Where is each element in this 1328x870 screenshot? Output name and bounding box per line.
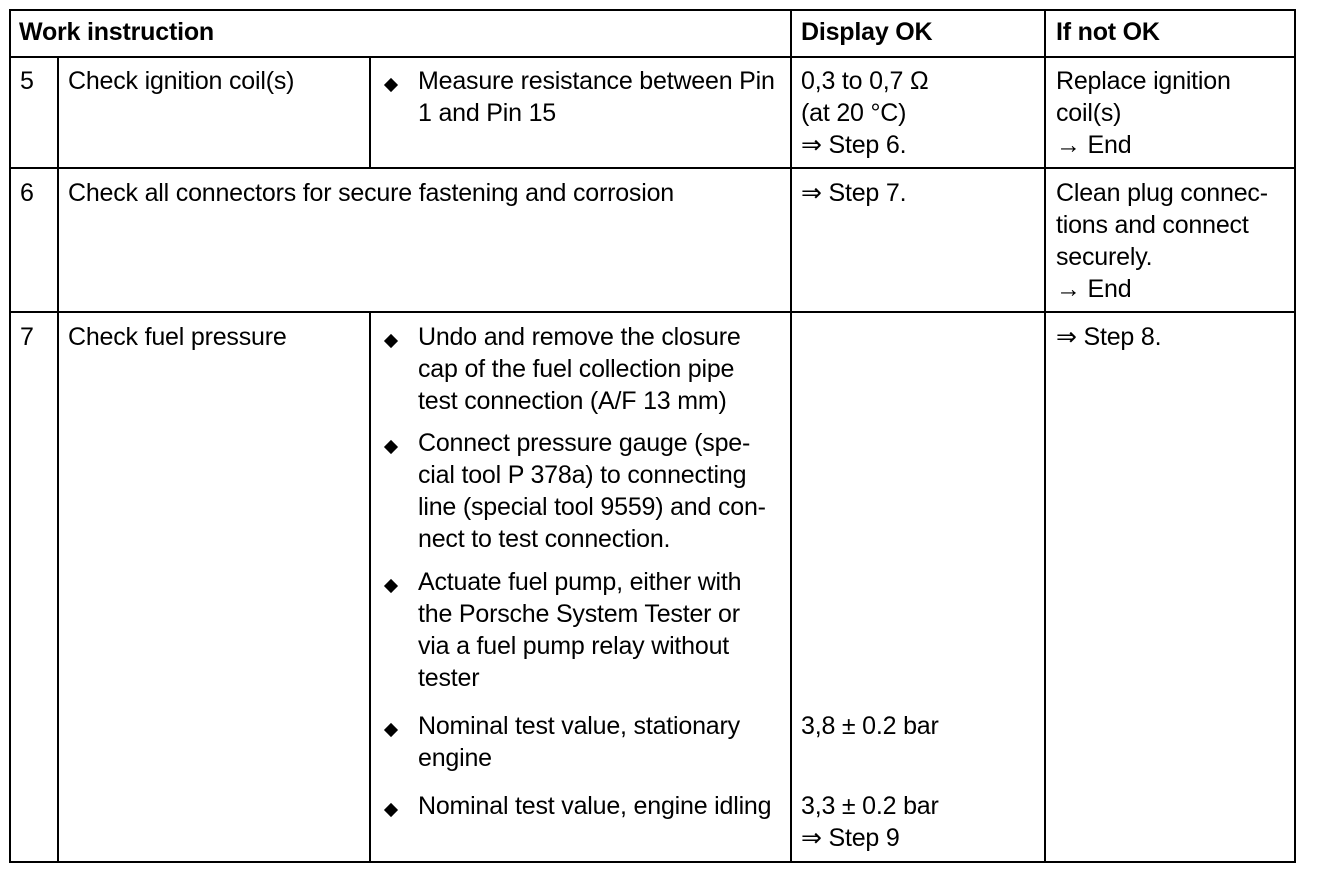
column-divider-step [57,56,59,863]
table-border-bottom [9,861,1296,863]
bullet-icon [384,78,398,92]
if-not-ok-line: ⇒ Step 8. [1056,323,1162,351]
task-check-connectors: Check all connectors for secure fastening and corrosion [68,179,674,207]
display-ok-line: (at 20 °C) [801,99,907,127]
instruction-line: Connect pressure gauge (spe- [418,429,751,457]
row-divider-5-6 [9,167,1296,169]
instruction-line: cap of the fuel collection pipe [418,355,735,383]
display-ok-line: 3,8 ± 0.2 bar [801,712,939,740]
instruction-line: tester [418,664,480,692]
header-if-not-ok: If not OK [1056,18,1160,46]
table-border-left [9,9,11,863]
bullet-icon [384,723,398,737]
display-ok-line: 0,3 to 0,7 Ω [801,67,929,95]
table-border-right [1294,9,1296,863]
bullet-icon [384,440,398,454]
bullet-icon [384,579,398,593]
instruction-line: test connection (A/F 13 mm) [418,387,727,415]
instruction-line: 1 and Pin 15 [418,99,556,127]
display-ok-line: ⇒ Step 6. [801,131,907,159]
instruction-line: Nominal test value, engine idling [418,792,772,820]
if-not-ok-line: coil(s) [1056,99,1122,127]
display-ok-line: ⇒ Step 9 [801,824,900,852]
instruction-line: via a fuel pump relay without [418,632,730,660]
header-work-instruction: Work instruction [19,18,214,46]
instruction-line: Nominal test value, stationary [418,712,740,740]
instruction-line: Actuate fuel pump, either with [418,568,742,596]
if-not-ok-line: securely. [1056,243,1153,271]
step-number-7: 7 [20,323,34,351]
instruction-line: line (special tool 9559) and con- [418,493,766,521]
if-not-ok-line: tions and connect [1056,211,1249,239]
if-not-ok-line: → End [1056,131,1132,159]
row-divider-6-7 [9,311,1296,313]
column-divider-task-row5 [369,56,371,169]
header-display-ok: Display OK [801,18,933,46]
if-not-ok-line: → End [1056,275,1132,303]
if-not-ok-line: Replace ignition [1056,67,1231,95]
display-ok-line: ⇒ Step 7. [801,179,907,207]
column-divider-not-ok [1044,9,1046,863]
instruction-line: Measure resistance between Pin [418,67,775,95]
if-not-ok-line: Clean plug connec- [1056,179,1268,207]
instruction-line: nect to test connection. [418,525,671,553]
instruction-line: cial tool P 378a) to connecting [418,461,747,489]
column-divider-task-row7 [369,311,371,863]
header-divider [9,56,1296,58]
step-number-6: 6 [20,179,34,207]
table-border-top [9,9,1296,11]
instruction-line: Undo and remove the closure [418,323,741,351]
work-instruction-table [9,9,1296,863]
instruction-line: the Porsche System Tester or [418,600,740,628]
step-number-5: 5 [20,67,34,95]
bullet-icon [384,334,398,348]
display-ok-line: 3,3 ± 0.2 bar [801,792,939,820]
bullet-icon [384,803,398,817]
task-check-ignition-coils: Check ignition coil(s) [68,67,295,95]
task-check-fuel-pressure: Check fuel pressure [68,323,287,351]
instruction-line: engine [418,744,492,772]
column-divider-display [790,9,792,863]
